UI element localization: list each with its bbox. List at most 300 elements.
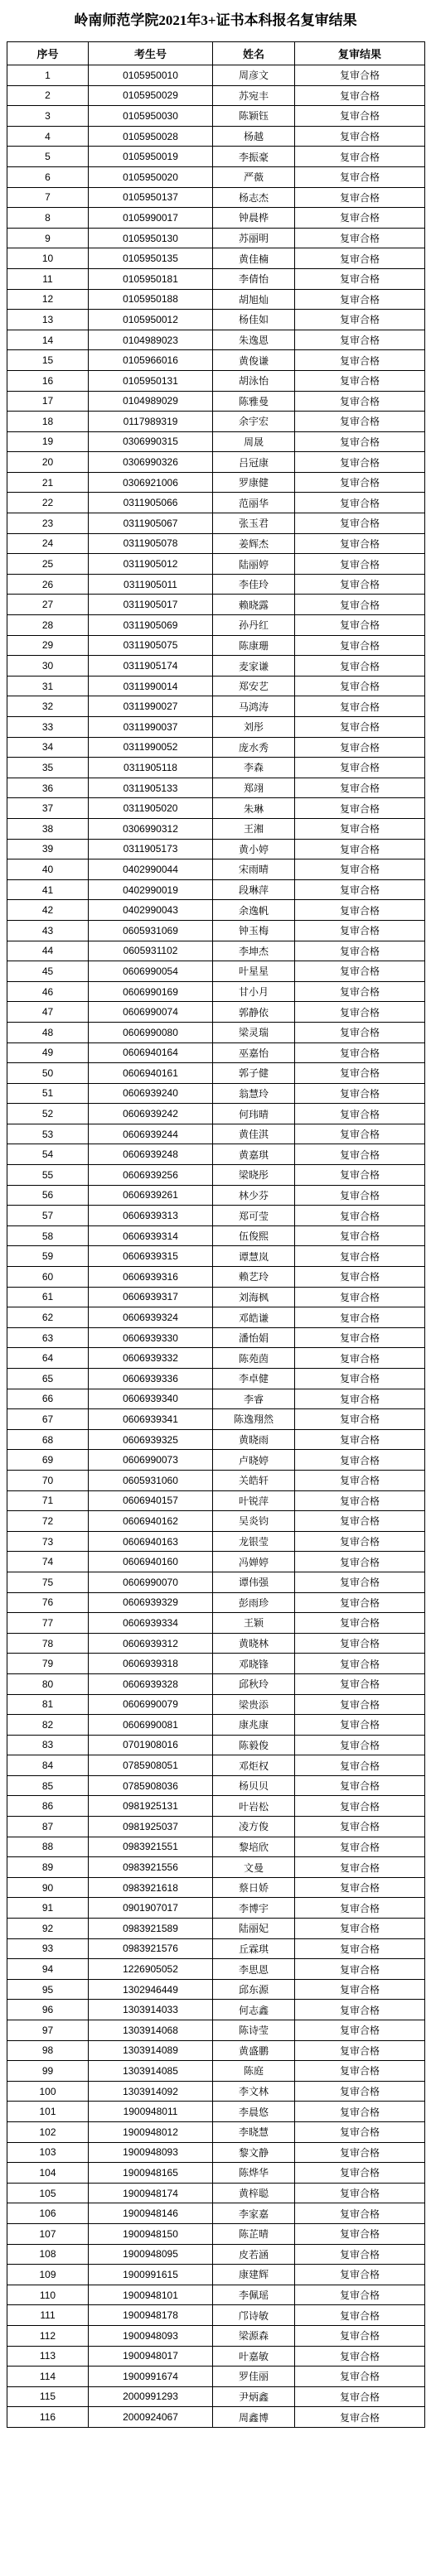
cell-exam-number: 0311905067 — [89, 513, 213, 534]
cell-result: 复审合格 — [295, 147, 425, 167]
cell-exam-number: 0105950019 — [89, 147, 213, 167]
table-row — [7, 268, 425, 289]
cell-result: 复审合格 — [295, 2183, 425, 2203]
cell-exam-number: 0606940161 — [89, 1063, 213, 1084]
cell-name: 余宇宏 — [213, 412, 295, 432]
cell-name: 陈烨华 — [213, 2163, 295, 2184]
cell-name: 龙银莹 — [213, 1531, 295, 1552]
cell-exam-number: 0983921551 — [89, 1837, 213, 1857]
cell-result: 复审合格 — [295, 1206, 425, 1226]
cell-name: 严薇 — [213, 166, 295, 187]
header-result: 复审结果 — [295, 42, 425, 65]
cell-result: 复审合格 — [295, 1104, 425, 1124]
cell-result: 复审合格 — [295, 2223, 425, 2244]
cell-seq: 87 — [7, 1817, 89, 1837]
cell-result: 复审合格 — [295, 412, 425, 432]
page-title: 岭南师范学院2021年3+证书本科报名复审结果 — [74, 12, 357, 28]
cell-name: 刘海枫 — [213, 1287, 295, 1307]
table-row — [7, 1307, 425, 1328]
cell-name: 黄嘉琪 — [213, 1144, 295, 1165]
cell-exam-number: 0105950029 — [89, 85, 213, 106]
table-row — [7, 839, 425, 859]
cell-seq: 14 — [7, 330, 89, 350]
cell-result: 复审合格 — [295, 1144, 425, 1165]
cell-result: 复审合格 — [295, 1307, 425, 1328]
cell-name: 黄梓聪 — [213, 2183, 295, 2203]
cell-exam-number: 1900948017 — [89, 2346, 213, 2367]
cell-seq: 67 — [7, 1409, 89, 1430]
cell-name: 陈诗莹 — [213, 2020, 295, 2041]
cell-seq: 12 — [7, 289, 89, 310]
cell-exam-number: 1900948174 — [89, 2183, 213, 2203]
table-row — [7, 1246, 425, 1267]
table-row — [7, 1409, 425, 1430]
cell-seq: 106 — [7, 2203, 89, 2224]
cell-name: 胡旭灿 — [213, 289, 295, 310]
cell-result: 复审合格 — [295, 1592, 425, 1613]
table-row — [7, 65, 425, 86]
cell-name: 皮若涵 — [213, 2244, 295, 2265]
cell-result: 复审合格 — [295, 1063, 425, 1084]
cell-seq: 4 — [7, 126, 89, 147]
cell-exam-number: 0311905011 — [89, 574, 213, 595]
cell-exam-number: 0606939324 — [89, 1307, 213, 1328]
cell-seq: 28 — [7, 615, 89, 636]
cell-seq: 63 — [7, 1327, 89, 1348]
cell-seq: 74 — [7, 1552, 89, 1572]
cell-exam-number: 0306921006 — [89, 472, 213, 493]
cell-name: 叶岩松 — [213, 1796, 295, 1817]
table-row — [7, 1083, 425, 1104]
cell-exam-number: 0606940160 — [89, 1552, 213, 1572]
cell-result: 复审合格 — [295, 1572, 425, 1592]
cell-seq: 29 — [7, 635, 89, 656]
cell-result: 复审合格 — [295, 615, 425, 636]
table-row — [7, 1919, 425, 1939]
cell-exam-number: 0606939317 — [89, 1287, 213, 1307]
cell-seq: 16 — [7, 370, 89, 391]
cell-name: 陈逸翔然 — [213, 1409, 295, 1430]
cell-exam-number: 1900948150 — [89, 2223, 213, 2244]
table-row — [7, 2223, 425, 2244]
table-row — [7, 391, 425, 412]
cell-seq: 60 — [7, 1267, 89, 1288]
cell-seq: 91 — [7, 1898, 89, 1919]
table-row — [7, 1633, 425, 1654]
cell-exam-number: 2000991293 — [89, 2386, 213, 2407]
cell-seq: 93 — [7, 1938, 89, 1959]
table-row — [7, 1613, 425, 1634]
cell-result: 复审合格 — [295, 1225, 425, 1246]
cell-seq: 113 — [7, 2346, 89, 2367]
cell-result: 复审合格 — [295, 2265, 425, 2285]
cell-seq: 78 — [7, 1633, 89, 1654]
cell-seq: 19 — [7, 431, 89, 452]
cell-result: 复审合格 — [295, 1735, 425, 1755]
table-row — [7, 1796, 425, 1817]
cell-exam-number: 0311990027 — [89, 696, 213, 717]
cell-seq: 89 — [7, 1857, 89, 1878]
cell-seq: 82 — [7, 1715, 89, 1736]
cell-seq: 105 — [7, 2183, 89, 2203]
cell-name: 邱东源 — [213, 1979, 295, 2000]
cell-seq: 116 — [7, 2407, 89, 2428]
table-row — [7, 717, 425, 738]
cell-seq: 101 — [7, 2102, 89, 2122]
cell-exam-number: 0785908051 — [89, 1755, 213, 1776]
cell-seq: 32 — [7, 696, 89, 717]
cell-seq: 96 — [7, 2000, 89, 2020]
table-row — [7, 1654, 425, 1674]
cell-exam-number: 0983921576 — [89, 1938, 213, 1959]
cell-seq: 49 — [7, 1042, 89, 1063]
cell-name: 李坤杰 — [213, 941, 295, 961]
table-row — [7, 615, 425, 636]
table-row — [7, 248, 425, 269]
cell-name: 康建辉 — [213, 2265, 295, 2285]
table-row — [7, 554, 425, 575]
cell-seq: 55 — [7, 1165, 89, 1186]
table-row — [7, 350, 425, 371]
cell-result: 复审合格 — [295, 228, 425, 248]
cell-name: 郑翊 — [213, 778, 295, 798]
cell-exam-number: 0105950012 — [89, 310, 213, 330]
cell-name: 尹炳鑫 — [213, 2386, 295, 2407]
table-row — [7, 106, 425, 127]
table-row — [7, 2121, 425, 2142]
cell-result: 复审合格 — [295, 717, 425, 738]
cell-name: 马鸿涛 — [213, 696, 295, 717]
cell-name: 康兆康 — [213, 1715, 295, 1736]
table-row — [7, 2367, 425, 2387]
cell-result: 复审合格 — [295, 493, 425, 513]
cell-name: 吴炎钧 — [213, 1511, 295, 1532]
cell-result: 复审合格 — [295, 1633, 425, 1654]
table-row — [7, 533, 425, 554]
cell-result: 复审合格 — [295, 1348, 425, 1369]
table-row — [7, 1877, 425, 1898]
cell-result: 复审合格 — [295, 2040, 425, 2061]
table-row — [7, 2203, 425, 2224]
table-row — [7, 798, 425, 819]
cell-result: 复审合格 — [295, 1389, 425, 1409]
cell-seq: 58 — [7, 1225, 89, 1246]
cell-result: 复审合格 — [295, 2163, 425, 2184]
cell-seq: 7 — [7, 187, 89, 208]
cell-name: 李晨悠 — [213, 2102, 295, 2122]
cell-name: 李晓慧 — [213, 2121, 295, 2142]
cell-seq: 33 — [7, 717, 89, 738]
cell-result: 复审合格 — [295, 2121, 425, 2142]
cell-exam-number: 0606939248 — [89, 1144, 213, 1165]
table-row — [7, 1837, 425, 1857]
cell-result: 复审合格 — [295, 65, 425, 86]
cell-exam-number: 1900991615 — [89, 2265, 213, 2285]
cell-seq: 65 — [7, 1369, 89, 1389]
cell-name: 梁灵瑞 — [213, 1022, 295, 1042]
cell-seq: 38 — [7, 818, 89, 839]
cell-name: 郑可莹 — [213, 1206, 295, 1226]
cell-exam-number: 0606990074 — [89, 1002, 213, 1023]
cell-seq: 68 — [7, 1429, 89, 1450]
table-row — [7, 2244, 425, 2265]
cell-result: 复审合格 — [295, 1531, 425, 1552]
cell-exam-number: 0311990014 — [89, 676, 213, 696]
table-row — [7, 1572, 425, 1592]
cell-seq: 86 — [7, 1796, 89, 1817]
table-row — [7, 1959, 425, 1980]
cell-seq: 41 — [7, 879, 89, 900]
cell-seq: 34 — [7, 737, 89, 758]
cell-exam-number: 0606939256 — [89, 1165, 213, 1186]
table-row — [7, 208, 425, 229]
cell-seq: 62 — [7, 1307, 89, 1328]
cell-name: 罗康健 — [213, 472, 295, 493]
cell-name: 王湘 — [213, 818, 295, 839]
table-row — [7, 493, 425, 513]
table-row — [7, 1817, 425, 1837]
cell-result: 复审合格 — [295, 248, 425, 269]
table-row — [7, 2325, 425, 2346]
cell-name: 伍俊熙 — [213, 1225, 295, 1246]
table-row — [7, 1755, 425, 1776]
cell-name: 刘彤 — [213, 717, 295, 738]
cell-seq: 36 — [7, 778, 89, 798]
cell-result: 复审合格 — [295, 798, 425, 819]
cell-name: 陈芷晴 — [213, 2223, 295, 2244]
table-row — [7, 1022, 425, 1042]
cell-exam-number: 0105950137 — [89, 187, 213, 208]
table-row — [7, 2183, 425, 2203]
cell-result: 复审合格 — [295, 2061, 425, 2082]
cell-result: 复审合格 — [295, 2203, 425, 2224]
cell-name: 潘怡娟 — [213, 1327, 295, 1348]
cell-seq: 30 — [7, 656, 89, 677]
table-row — [7, 2265, 425, 2285]
cell-result: 复审合格 — [295, 1959, 425, 1980]
table-row — [7, 1287, 425, 1307]
cell-seq: 24 — [7, 533, 89, 554]
cell-result: 复审合格 — [295, 370, 425, 391]
cell-exam-number: 1226905052 — [89, 1959, 213, 1980]
cell-name: 梁源森 — [213, 2325, 295, 2346]
cell-name: 梁贵添 — [213, 1694, 295, 1715]
cell-seq: 5 — [7, 147, 89, 167]
cell-name: 周彦文 — [213, 65, 295, 86]
cell-result: 复审合格 — [295, 2325, 425, 2346]
cell-result: 复审合格 — [295, 1775, 425, 1796]
cell-result: 复审合格 — [295, 778, 425, 798]
cell-exam-number: 0606939329 — [89, 1592, 213, 1613]
cell-seq: 108 — [7, 2244, 89, 2265]
table-row — [7, 330, 425, 350]
cell-seq: 77 — [7, 1613, 89, 1634]
cell-seq: 11 — [7, 268, 89, 289]
cell-exam-number: 0701908016 — [89, 1735, 213, 1755]
cell-name: 周晟 — [213, 431, 295, 452]
cell-seq: 56 — [7, 1185, 89, 1206]
cell-seq: 9 — [7, 228, 89, 248]
table-row — [7, 635, 425, 656]
cell-result: 复审合格 — [295, 1673, 425, 1694]
cell-result: 复审合格 — [295, 1898, 425, 1919]
cell-result: 复审合格 — [295, 452, 425, 473]
cell-result: 复审合格 — [295, 85, 425, 106]
cell-result: 复审合格 — [295, 1002, 425, 1023]
cell-seq: 18 — [7, 412, 89, 432]
cell-exam-number: 0606940164 — [89, 1042, 213, 1063]
cell-result: 复审合格 — [295, 1165, 425, 1186]
cell-seq: 44 — [7, 941, 89, 961]
table-row — [7, 1042, 425, 1063]
table-row — [7, 472, 425, 493]
cell-result: 复审合格 — [295, 1857, 425, 1878]
cell-name: 丘霖琪 — [213, 1938, 295, 1959]
cell-exam-number: 1900991674 — [89, 2367, 213, 2387]
cell-name: 杨越 — [213, 126, 295, 147]
cell-exam-number: 0785908036 — [89, 1775, 213, 1796]
cell-exam-number: 0402990043 — [89, 900, 213, 921]
cell-result: 复审合格 — [295, 676, 425, 696]
cell-seq: 99 — [7, 2061, 89, 2082]
cell-exam-number: 0606940162 — [89, 1511, 213, 1532]
cell-exam-number: 0402990019 — [89, 879, 213, 900]
cell-exam-number: 1900948146 — [89, 2203, 213, 2224]
cell-exam-number: 0606990073 — [89, 1450, 213, 1471]
cell-result: 复审合格 — [295, 2081, 425, 2102]
table-row — [7, 961, 425, 982]
cell-seq: 43 — [7, 920, 89, 941]
cell-result: 复审合格 — [295, 1267, 425, 1288]
table-row — [7, 2061, 425, 2082]
cell-name: 卢晓婷 — [213, 1450, 295, 1471]
table-row — [7, 900, 425, 921]
cell-name: 周鑫博 — [213, 2407, 295, 2428]
cell-name: 李振豪 — [213, 147, 295, 167]
cell-exam-number: 0311905118 — [89, 758, 213, 778]
cell-exam-number: 0105950020 — [89, 166, 213, 187]
cell-name: 李家嘉 — [213, 2203, 295, 2224]
table-row — [7, 2102, 425, 2122]
cell-exam-number: 0606939312 — [89, 1633, 213, 1654]
cell-exam-number: 0105950181 — [89, 268, 213, 289]
cell-exam-number: 0606939341 — [89, 1409, 213, 1430]
cell-result: 复审合格 — [295, 1287, 425, 1307]
cell-name: 李倩怡 — [213, 268, 295, 289]
cell-seq: 79 — [7, 1654, 89, 1674]
cell-result: 复审合格 — [295, 656, 425, 677]
table-row — [7, 1206, 425, 1226]
cell-seq: 75 — [7, 1572, 89, 1592]
cell-result: 复审合格 — [295, 2102, 425, 2122]
table-row — [7, 2020, 425, 2041]
cell-name: 杨贝贝 — [213, 1775, 295, 1796]
cell-result: 复审合格 — [295, 1429, 425, 1450]
cell-exam-number: 0606990169 — [89, 981, 213, 1002]
table-row — [7, 2142, 425, 2163]
cell-seq: 107 — [7, 2223, 89, 2244]
cell-result: 复审合格 — [295, 595, 425, 615]
cell-name: 庞水秀 — [213, 737, 295, 758]
cell-exam-number: 0311905012 — [89, 554, 213, 575]
cell-result: 复审合格 — [295, 513, 425, 534]
cell-seq: 112 — [7, 2325, 89, 2346]
cell-name: 张玉君 — [213, 513, 295, 534]
cell-result: 复审合格 — [295, 574, 425, 595]
cell-exam-number: 0105950188 — [89, 289, 213, 310]
cell-seq: 27 — [7, 595, 89, 615]
cell-name: 黄佳淇 — [213, 1124, 295, 1144]
cell-name: 甘小月 — [213, 981, 295, 1002]
cell-name: 陆丽婷 — [213, 554, 295, 575]
cell-result: 复审合格 — [295, 330, 425, 350]
table-row — [7, 818, 425, 839]
cell-exam-number: 0901907017 — [89, 1898, 213, 1919]
cell-name: 吕冠康 — [213, 452, 295, 473]
cell-result: 复审合格 — [295, 1938, 425, 1959]
table-row — [7, 2386, 425, 2407]
cell-name: 林少芬 — [213, 1185, 295, 1206]
cell-exam-number: 0311905017 — [89, 595, 213, 615]
table-row — [7, 676, 425, 696]
cell-result: 复审合格 — [295, 554, 425, 575]
cell-exam-number: 1900948093 — [89, 2325, 213, 2346]
cell-exam-number: 1303914068 — [89, 2020, 213, 2041]
cell-result: 复审合格 — [295, 635, 425, 656]
table-row — [7, 1429, 425, 1450]
cell-exam-number: 1303914089 — [89, 2040, 213, 2061]
cell-result: 复审合格 — [295, 981, 425, 1002]
cell-name: 邓皓谦 — [213, 1307, 295, 1328]
cell-result: 复审合格 — [295, 166, 425, 187]
cell-seq: 97 — [7, 2020, 89, 2041]
table-row — [7, 981, 425, 1002]
cell-exam-number: 0606939330 — [89, 1327, 213, 1348]
cell-name: 邱秋玲 — [213, 1673, 295, 1694]
table-row — [7, 1185, 425, 1206]
cell-exam-number: 0306990312 — [89, 818, 213, 839]
cell-result: 复审合格 — [295, 310, 425, 330]
cell-name: 邝诗敏 — [213, 2305, 295, 2326]
table-row — [7, 1104, 425, 1124]
table-row — [7, 1450, 425, 1471]
cell-result: 复审合格 — [295, 2386, 425, 2407]
cell-seq: 1 — [7, 65, 89, 86]
table-row — [7, 1694, 425, 1715]
table-row — [7, 412, 425, 432]
table-row — [7, 2081, 425, 2102]
cell-seq: 88 — [7, 1837, 89, 1857]
cell-name: 陈毅俊 — [213, 1735, 295, 1755]
cell-exam-number: 0606990079 — [89, 1694, 213, 1715]
cell-seq: 39 — [7, 839, 89, 859]
cell-seq: 31 — [7, 676, 89, 696]
cell-exam-number: 0606939334 — [89, 1613, 213, 1634]
cell-name: 郑安艺 — [213, 676, 295, 696]
cell-result: 复审合格 — [295, 1327, 425, 1348]
cell-exam-number: 0606939315 — [89, 1246, 213, 1267]
cell-seq: 84 — [7, 1755, 89, 1776]
cell-exam-number: 0606939316 — [89, 1267, 213, 1288]
cell-seq: 37 — [7, 798, 89, 819]
table-row — [7, 859, 425, 880]
table-row — [7, 2000, 425, 2020]
cell-seq: 8 — [7, 208, 89, 229]
cell-exam-number: 1900948165 — [89, 2163, 213, 2184]
table-row — [7, 187, 425, 208]
table-row — [7, 595, 425, 615]
cell-result: 复审合格 — [295, 1755, 425, 1776]
